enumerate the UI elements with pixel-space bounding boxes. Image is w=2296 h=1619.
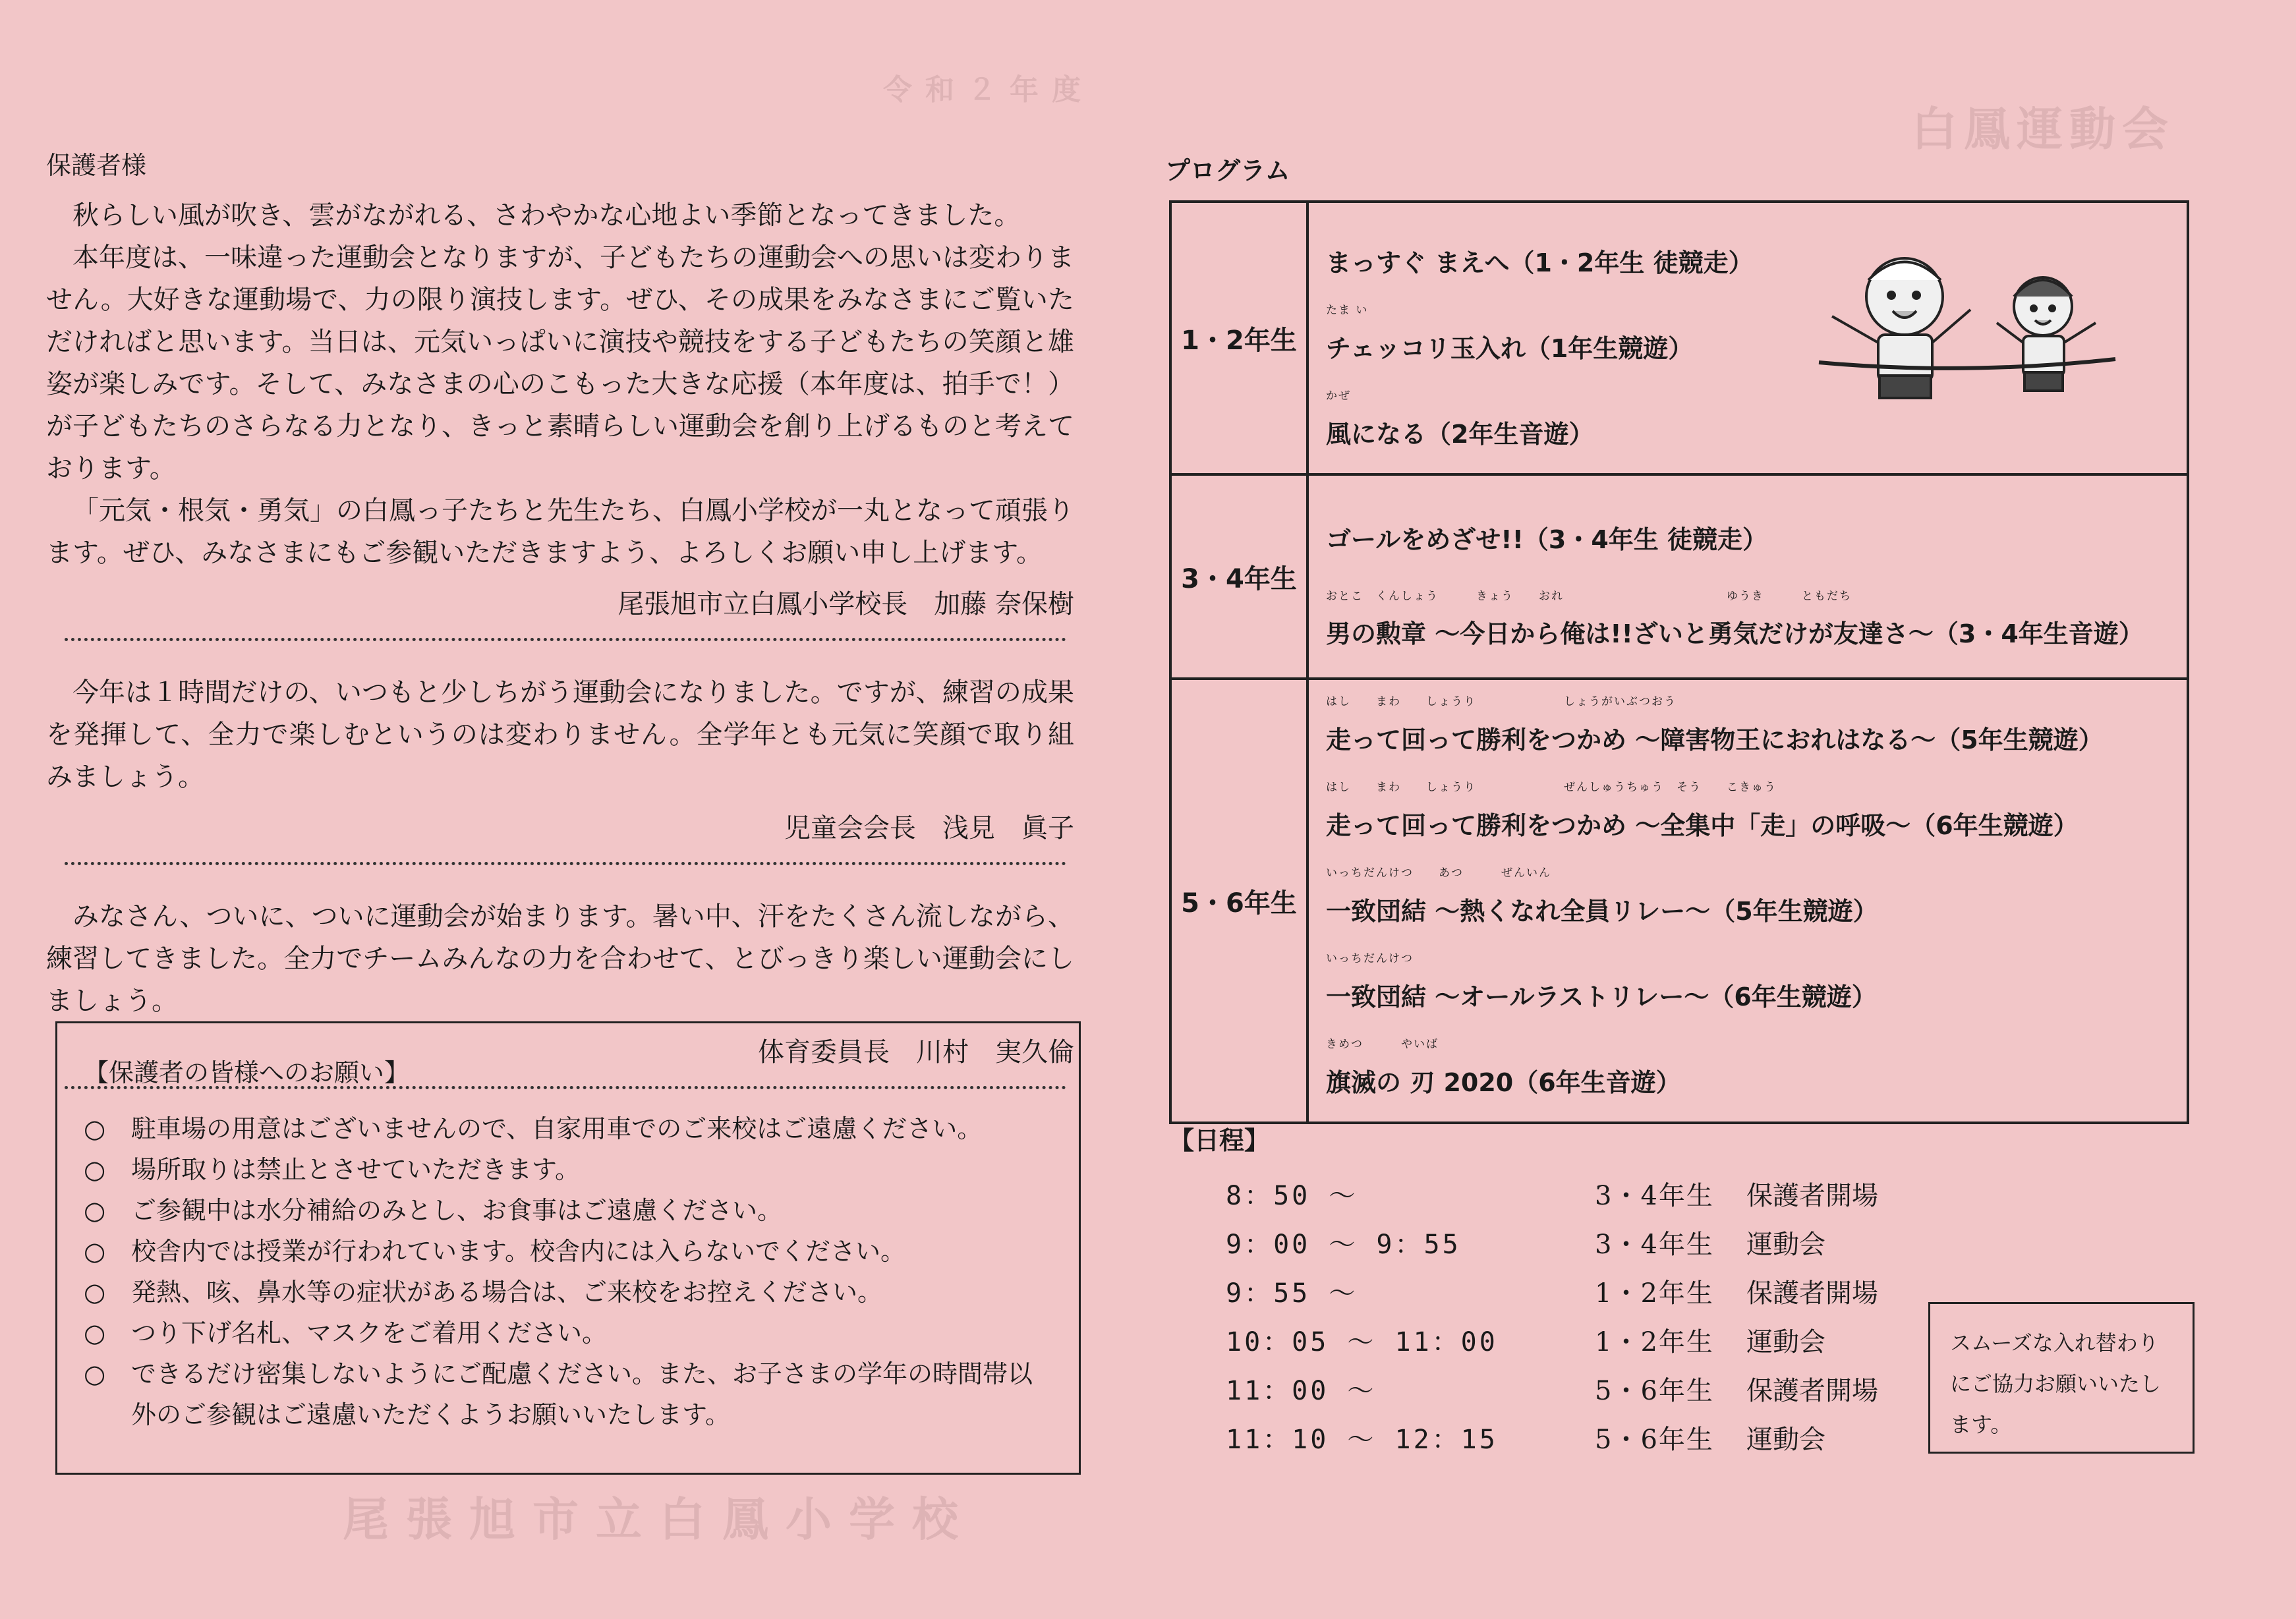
watermark-year: 令和２年度 [883,73,1094,107]
student-council-signature: 児童会会長 浅見 眞子 [784,813,1074,843]
notice-list [84,1108,1052,1435]
list-item: ○ 駐車場の用意はございませんので、自家用車でのご来校はご遠慮ください。 [84,1108,1052,1149]
program-title: プログラム [1165,156,1290,185]
event-item: はし まわ しょうり しょうがいぶつおう 走って回って勝利をつかめ ～障害物王におれはなる～（5年生競遊） [1326,695,2104,754]
table-row [1170,679,2188,1123]
principal-paragraph-2: 本年度は、一味違った運動会となりますが、子どもたちの運動会への思いは変わりません。大好きな運動場で、力の限り演技します。ぜひ、その成果をみなさまにご覧いただければと思います。当日は、元気いっぱいに演技や競技をする子どもたちの笑顔と雄姿が楽しみです。そして、みなさまの心のこもった大きな応援（本年度は、拍手で！）が子どもたちのさらなる力となり、きっと素晴らしい運動会を創り上げるものと考えております。 [46,242,1074,484]
pe-committee-paragraph: みなさん、ついに、ついに運動会が始まります。暑い中、汗をたくさん流しながら、練習してきました。全力でチームみんなの力を合わせて、とびっきり楽しい運動会にしましょう。 [46,901,1074,1016]
schedule-row: 11：00 ～ 5・6年生 保護者開場 [1226,1375,1878,1406]
event-item: おとこ くんしょう きょう おれ ゆうき ともだち 男の勲章 ～今日から俺は!!ざいと勇気だけが友達さ～（3・4年生音遊） [1326,589,2144,648]
grade-label: 3・4年生 [1170,474,1307,679]
greetings-column [46,145,1074,1089]
circle-bullet-icon: ○ [84,1319,106,1348]
events-cell [1307,474,2188,679]
salutation: 保護者様 [46,151,147,180]
schedule-row: 9：55 ～ 1・2年生 保護者開場 [1226,1278,1878,1309]
principal-paragraph-1: 秋らしい風が吹き、雲がながれる、さわやかな心地よい季節となってきました。 [72,200,1021,231]
event-item: いっちだんけつ 一致団結 ～オールラストリレー～（6年生競遊） [1326,952,1877,1011]
notice-title: 【保護者の皆様へのお願い】 [84,1058,410,1087]
schedule-list [1226,1169,1918,1462]
event-item: まっすぐ まえへ（1・2年生 徒競走） [1326,248,1754,277]
list-item: ○ つり下げ名札、マスクをご着用ください。 [84,1313,1052,1353]
watermark-school: 尾張旭市立白鳳小学校 [343,1492,975,1547]
schedule-row: 11：10 ～ 12：15 5・6年生 運動会 [1226,1424,1825,1455]
events-cell [1307,679,2188,1123]
pe-committee-signature: 体育委員長 川村 実久倫 [758,1037,1074,1067]
circle-bullet-icon: ○ [84,1114,106,1143]
event-item: かぜ 風になる（2年生音遊） [1326,389,1594,449]
circle-bullet-icon: ○ [84,1237,106,1266]
schedule-title: 【日程】 [1169,1126,1270,1155]
notice-box [55,1021,1081,1475]
divider [65,862,1066,865]
circle-bullet-icon: ○ [84,1196,106,1225]
event-item: いっちだんけつ あつ ぜんいん 一致団結 ～熱くなれ全員リレー～（5年生競遊） [1326,866,1878,926]
principal-message [46,194,1074,621]
circle-bullet-icon: ○ [84,1155,106,1184]
smooth-change-note: スムーズな入れ替わりにご協力お願いいたします。 [1928,1302,2195,1454]
event-item: ゴールをめざせ!!（3・4年生 徒競走） [1326,525,1768,554]
list-item: ○ ご参観中は水分補給のみとし、お食事はご遠慮ください。 [84,1190,1052,1231]
principal-paragraph-3: 「元気・根気・勇気」の白鳳っ子たちと先生たち、白鳳小学校が一丸となって頑張ります。ぜひ、みなさまにもご参観いただきますよう、よろしくお願い申し上げます。 [46,496,1074,568]
circle-bullet-icon: ○ [84,1359,106,1388]
student-council-paragraph: 今年は１時間だけの、いつもと少しちがう運動会になりました。ですが、練習の成果を発揮して、全力で楽しむというのは変わりません。全学年とも元気に笑顔で取り組みましょう。 [46,677,1074,792]
list-item: ○ できるだけ密集しないようにご配慮ください。また、お子さまの学年の時間帯以外のご参観はご遠慮いただくようお願いいたします。 [84,1353,1052,1435]
schedule-row: 8：50 ～ 3・4年生 保護者開場 [1226,1180,1878,1211]
list-item: ○ 発熱、咳、鼻水等の症状がある場合は、ご来校をお控えください。 [84,1272,1052,1313]
grade-label: 5・6年生 [1170,679,1307,1123]
watermark-title: 白鳳運動会 [1911,102,2175,156]
student-council-message [46,671,1074,845]
runner-left [1832,258,1970,398]
schedule-row: 10：05 ～ 11：00 1・2年生 運動会 [1226,1326,1825,1357]
finish-tape [1819,359,2115,368]
list-item: ○ 場所取りは禁止とさせていただきます。 [84,1149,1052,1190]
list-item: ○ 校舎内では授業が行われています。校舎内には入らないでください。 [84,1231,1052,1272]
grade-label: 1・2年生 [1170,202,1307,474]
event-item: はし まわ しょうり ぜんしゅうちゅう そう こきゅう 走って回って勝利をつかめ ～全集中「走」の呼吸～（6年生競遊） [1326,781,2079,840]
event-item: たま い チェッコリ玉入れ（1年生競遊） [1326,304,1694,363]
divider [65,638,1066,641]
schedule-row: 9：00 ～ 9：55 3・4年生 運動会 [1226,1229,1825,1260]
circle-bullet-icon: ○ [84,1278,106,1307]
runner-right [1997,277,2096,391]
runners-illustration [1806,244,2122,415]
table-row [1170,474,2188,679]
event-item: きめつ やいば 旗滅の 刃 2020（6年生音遊） [1326,1038,1681,1097]
principal-signature: 尾張旭市立白鳳小学校長 加藤 奈保樹 [617,589,1074,619]
